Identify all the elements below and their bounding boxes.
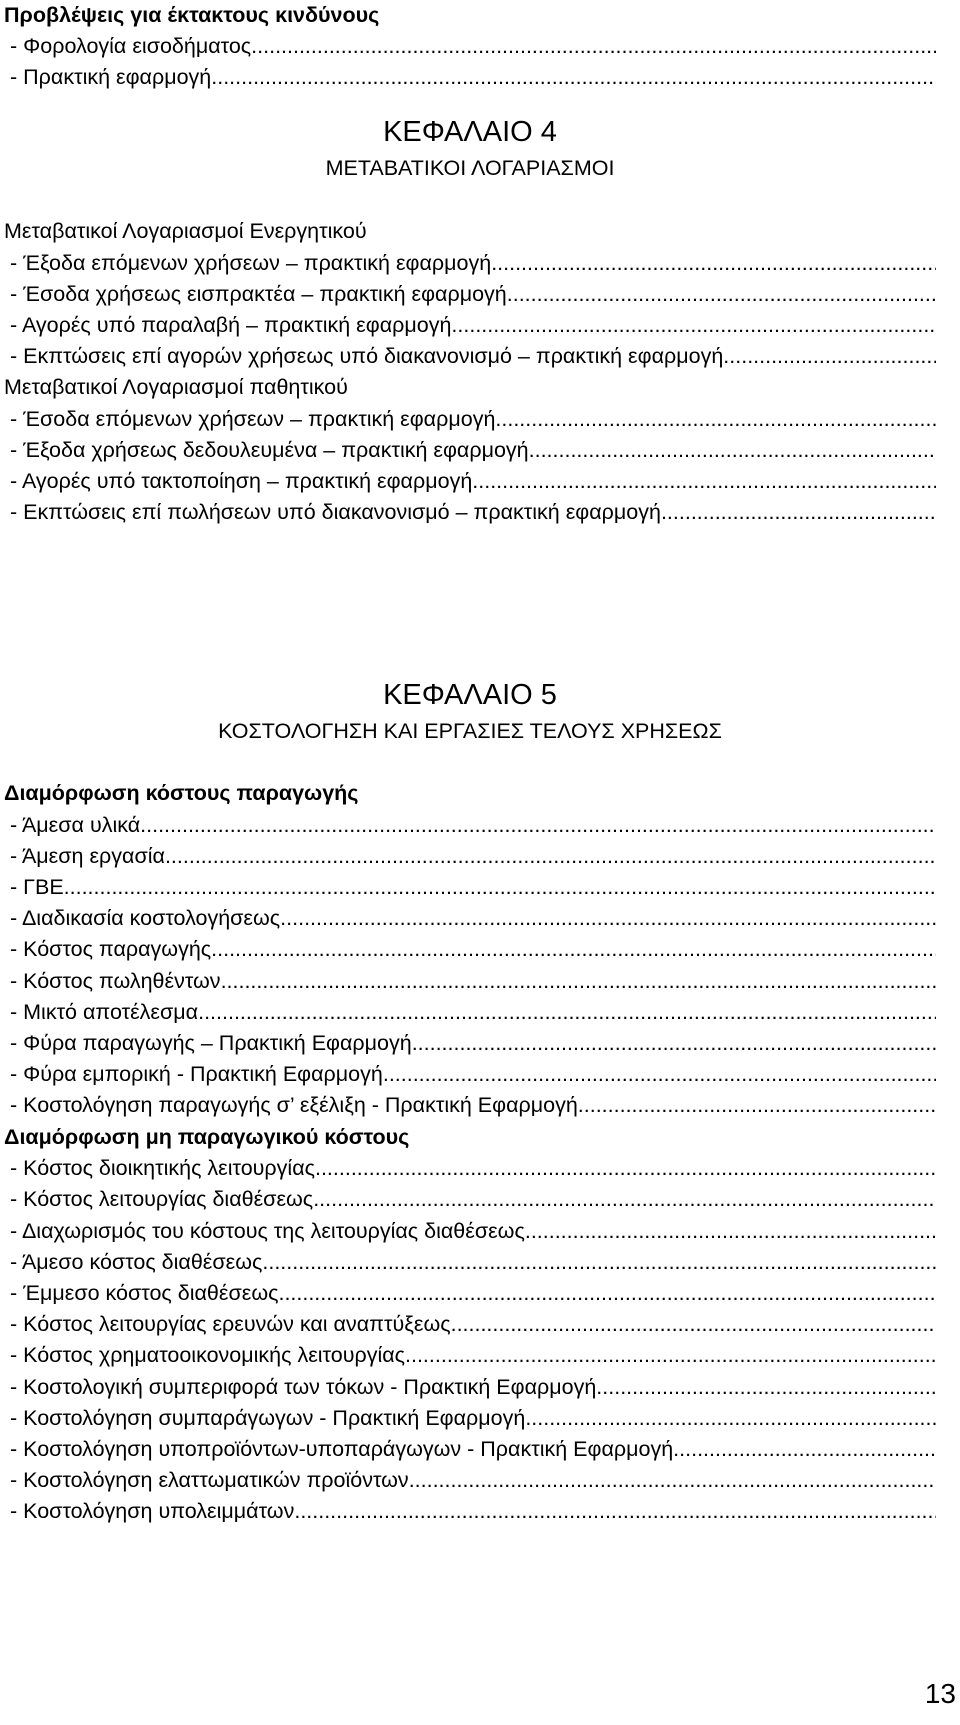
dot-leader [412, 1028, 936, 1058]
toc-entry-label: - Διαδικασία κοστολογήσεως [10, 906, 281, 930]
toc-entry[interactable] [10, 1309, 936, 1339]
toc-entry[interactable] [10, 1184, 936, 1214]
toc-entry[interactable] [10, 404, 936, 434]
toc-entry-label: - Φύρα παραγωγής – Πρακτική Εφαρμογή [10, 1031, 412, 1055]
dot-leader [278, 1278, 936, 1308]
dot-leader [491, 248, 936, 278]
dot-leader [507, 279, 936, 309]
dot-leader [313, 1184, 936, 1214]
toc-entry[interactable] [10, 1090, 936, 1120]
toc-entry-label: - Άμεση εργασία [10, 844, 165, 868]
toc-entry-label: - Κοστολόγηση υποπροϊόντων-υποπαράγωγων - Πρακτική Εφαρμογή [10, 1437, 674, 1461]
group-heading: Μεταβατικοί Λογαριασμοί παθητικού [4, 375, 348, 399]
toc-entry[interactable] [10, 1372, 936, 1402]
dot-leader [198, 997, 936, 1027]
toc-entry-label: - Κόστος λειτουργίας ερευνών και αναπτύξεως [10, 1312, 451, 1336]
toc-entry-label: - Κόστος πωληθέντων [10, 969, 221, 993]
toc-entry-label: - Εκπτώσεις επί πωλήσεων υπό διακανονισμό – πρακτική εφαρμογή [10, 500, 661, 524]
toc-entry[interactable] [10, 1340, 936, 1370]
toc-entry[interactable] [10, 466, 936, 496]
toc-entry[interactable] [10, 841, 936, 871]
dot-leader [280, 903, 936, 933]
dot-leader [262, 1247, 936, 1277]
toc-entry[interactable] [10, 1403, 936, 1433]
group-heading: Διαμόρφωση κόστους παραγωγής [4, 781, 359, 805]
toc-entry-label: - Έσοδα επόμενων χρήσεων – πρακτική εφαρμογή [10, 407, 496, 431]
toc-entry-label: - Κοστολόγηση συμπαράγωγων - Πρακτική Εφαρμογή [10, 1406, 526, 1430]
toc-entry-label: - Εκπτώσεις επί αγορών χρήσεως υπό διακανονισμό – πρακτική εφαρμογή [10, 344, 724, 368]
toc-entry-label: - Κοστολόγηση ελαττωματικών προϊόντων [10, 1468, 409, 1492]
toc-entry[interactable] [10, 872, 936, 902]
dot-leader [451, 1309, 936, 1339]
dot-leader [211, 62, 936, 92]
toc-entry[interactable] [10, 934, 936, 964]
toc-entry[interactable] [10, 310, 936, 340]
toc-entry[interactable] [10, 1153, 936, 1183]
dot-leader [251, 31, 936, 61]
toc-entry[interactable] [10, 1028, 936, 1058]
toc-entry[interactable] [10, 248, 936, 278]
toc-entry[interactable] [10, 1216, 936, 1246]
toc-entry-label: - Αγορές υπό παραλαβή – πρακτική εφαρμογή [10, 313, 452, 337]
chapter-subtitle: ΜΕΤΑΒΑΤΙΚΟΙ ΛΟΓΑΡΙΑΣΜΟΙ [325, 156, 615, 180]
toc-entry[interactable] [10, 435, 936, 465]
toc-entry-label: - Κοστολόγηση παραγωγής σ’ εξέλιξη - Πρακτική Εφαρμογή [10, 1093, 578, 1117]
toc-entry-label: - Έξοδα χρήσεως δεδουλευμένα – πρακτική εφαρμογή [10, 438, 529, 462]
dot-leader [495, 404, 936, 434]
toc-entry-label: - Κόστος παραγωγής [10, 937, 212, 961]
chapter-title: ΚΕΦΑΛΑΙΟ 5 [383, 679, 557, 711]
toc-entry-label: - Μικτό αποτέλεσμα [10, 1000, 199, 1024]
toc-entry[interactable] [10, 903, 936, 933]
chapter-title: ΚΕΦΑΛΑΙΟ 4 [383, 116, 557, 148]
dot-leader [451, 310, 936, 340]
toc-entry-label: - Διαχωρισμός του κόστους της λειτουργίας διαθέσεως [10, 1219, 525, 1243]
page-number: 13 [924, 1678, 956, 1709]
toc-entry[interactable] [10, 341, 936, 371]
toc-entry-label: - Έσοδα χρήσεως εισπρακτέα – πρακτική εφαρμογή [10, 282, 507, 306]
chapter-subtitle: ΚΟΣΤΟΛΟΓΗΣΗ ΚΑΙ ΕΡΓΑΣΙΕΣ ΤΕΛΟΥΣ ΧΡΗΣΕΩΣ [218, 719, 722, 743]
toc-entry[interactable] [10, 31, 936, 61]
toc-entry[interactable] [10, 1496, 936, 1526]
toc-entry-label: - Έμμεσο κόστος διαθέσεως [10, 1281, 279, 1305]
toc-entry[interactable] [10, 1278, 936, 1308]
dot-leader [405, 1340, 936, 1370]
toc-entry-label: - Κόστος λειτουργίας διαθέσεως [10, 1187, 314, 1211]
group-heading: Μεταβατικοί Λογαριασμοί Ενεργητικού [4, 219, 367, 243]
toc-entry[interactable] [10, 1059, 936, 1089]
dot-leader [723, 341, 936, 371]
toc-entry[interactable] [10, 62, 936, 92]
dot-leader [661, 497, 936, 527]
dot-leader [578, 1090, 936, 1120]
toc-entry[interactable] [10, 810, 936, 840]
toc-entry-label: - Άμεσα υλικά [10, 813, 141, 837]
dot-leader [165, 841, 936, 871]
dot-leader [221, 966, 936, 996]
toc-entry-label: - Έξοδα επόμενων χρήσεων – πρακτική εφαρμογή [10, 251, 492, 275]
toc-entry[interactable] [10, 966, 936, 996]
toc-entry[interactable] [10, 1247, 936, 1277]
dot-leader [64, 872, 936, 902]
toc-entry-label: - Αγορές υπό τακτοποίηση – πρακτική εφαρμογή [10, 469, 473, 493]
toc-entry-label: - Πρακτική εφαρμογή [10, 65, 212, 89]
dot-leader [673, 1434, 936, 1464]
dot-leader [140, 810, 936, 840]
dot-leader [472, 466, 936, 496]
toc-entry-label: - Κόστος διοικητικής λειτουργίας [10, 1156, 315, 1180]
section-heading: Προβλέψεις για έκτακτους κινδύνους [4, 3, 380, 27]
toc-entry[interactable] [10, 1465, 936, 1495]
toc-entry-label: - Άμεσο κόστος διαθέσεως [10, 1250, 263, 1274]
toc-entry-label: - Φορολογία εισοδήματος [10, 34, 252, 58]
dot-leader [294, 1496, 936, 1526]
dot-leader [525, 1403, 936, 1433]
toc-entry-label: - ΓΒΕ [10, 875, 64, 899]
dot-leader [315, 1153, 936, 1183]
toc-entry[interactable] [10, 997, 936, 1027]
dot-leader [211, 934, 936, 964]
dot-leader [383, 1059, 936, 1089]
toc-entry[interactable] [10, 497, 936, 527]
dot-leader [409, 1465, 936, 1495]
toc-entry-label: - Φύρα εμπορική - Πρακτική Εφαρμογή [10, 1062, 383, 1086]
dot-leader [525, 1216, 936, 1246]
toc-entry-label: - Κόστος χρηματοοικονομικής λειτουργίας [10, 1343, 406, 1367]
dot-leader [596, 1372, 936, 1402]
toc-entry-label: - Κοστολογική συμπεριφορά των τόκων - Πρακτική Εφαρμογή [10, 1375, 597, 1399]
group-heading: Διαμόρφωση μη παραγωγικού κόστους [4, 1125, 410, 1149]
dot-leader [529, 435, 936, 465]
toc-entry[interactable] [10, 1434, 936, 1464]
toc-entry-label: - Κοστολόγηση υπολειμμάτων [10, 1499, 295, 1523]
toc-entry[interactable] [10, 279, 936, 309]
